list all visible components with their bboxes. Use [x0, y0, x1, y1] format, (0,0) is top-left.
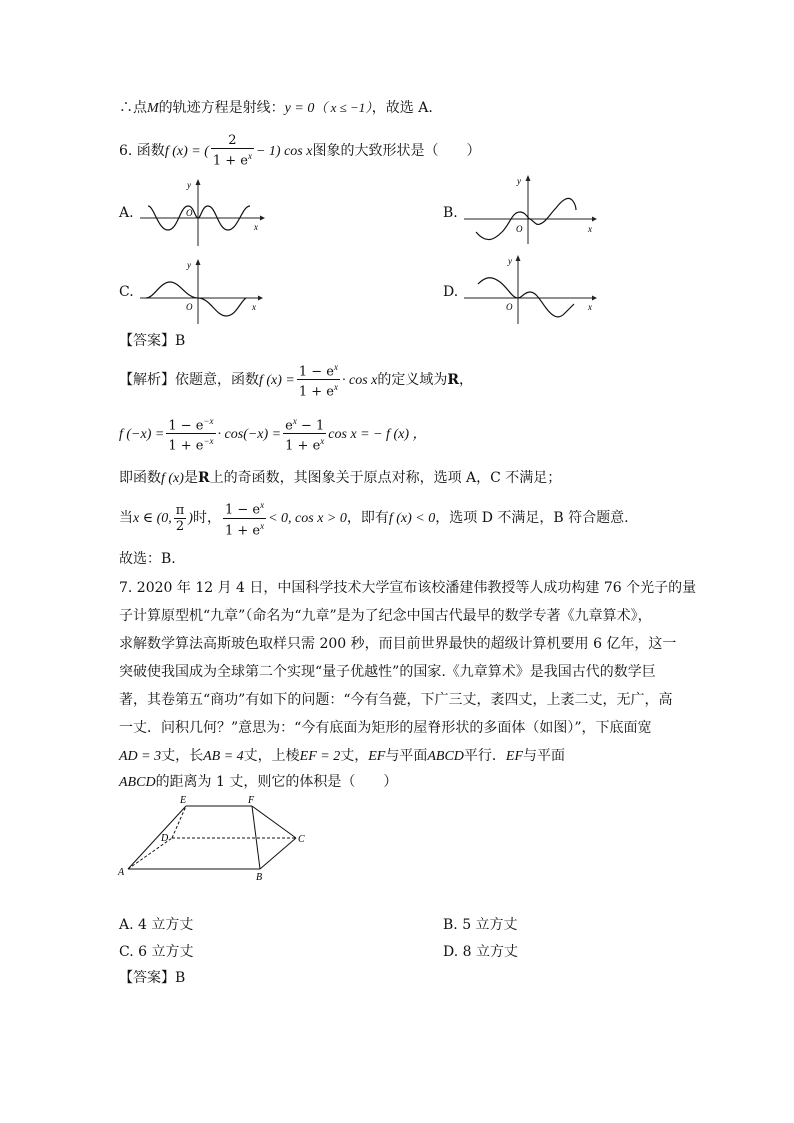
curve	[478, 278, 574, 317]
y-label: y	[187, 180, 191, 190]
fraction: $\frac{\pi}{2}$	[175, 502, 185, 534]
graph-option-a	[140, 178, 265, 246]
y-label: y	[508, 256, 512, 266]
q7-line-6: 一丈．问积几何？”意思为：“今有底面为矩形的屋脊形状的多面体（如图）”，下底面宽	[119, 720, 652, 736]
edge-fc	[252, 806, 296, 838]
fraction: $\frac{1 - e^x}{1 + e^x}$	[298, 362, 338, 400]
prev-text-2: 的轨迹方程是射线：	[158, 100, 285, 116]
previous-conclusion	[119, 98, 433, 119]
y-arrow	[196, 179, 201, 185]
vertex-e-label: E	[180, 795, 187, 806]
x-label: x	[254, 222, 258, 232]
q7-line-3: 求解数学算法高斯玻色取样只需 200 秒，而目前世界最快的超级计算机要用 6 亿年，这一	[119, 636, 677, 652]
y-label: y	[187, 260, 191, 270]
option-d-label: D.	[443, 284, 459, 300]
ray-condition: （ x ≤ −1）	[314, 100, 372, 115]
origin-label: O	[516, 224, 523, 234]
origin-label: O	[186, 302, 193, 312]
q6-number: 6. 函数	[119, 143, 165, 159]
q6-analysis-line-5: 故选：B.	[119, 551, 176, 567]
option-b-label: B.	[443, 205, 458, 221]
y-label: y	[517, 176, 521, 186]
var-m: M	[147, 101, 159, 116]
curve	[146, 282, 246, 316]
vertex-b-label: B	[256, 872, 263, 883]
q6-rest-math: − 1) cos x	[255, 144, 313, 159]
q7-line-5: 著，其卷第五“商功”有如下的问题：“今有刍甍，下广三丈，袤四丈，上袤二丈，无广，高	[119, 692, 673, 708]
x-label: x	[252, 302, 256, 312]
edge-bc	[260, 838, 296, 869]
graph-option-c	[140, 258, 265, 324]
q7-answer: 【答案】B	[119, 970, 186, 986]
y-arrow	[526, 175, 531, 181]
prev-text: ∴点	[119, 100, 147, 116]
x-arrow	[592, 217, 597, 222]
choice-c: C. 6 立方丈	[119, 944, 194, 960]
fraction: $\frac{1 - e^{-x}}{1 + e^{-x}}$	[168, 416, 214, 454]
prev-text-3: ，故选 A.	[371, 100, 433, 116]
choice-a: A. 4 立方丈	[119, 917, 194, 933]
x-label: x	[588, 302, 592, 312]
x-arrow	[260, 216, 265, 221]
option-c-label: C.	[119, 284, 134, 300]
polyhedron-figure	[116, 792, 316, 883]
vertex-f-label: F	[248, 795, 255, 806]
origin-label: O	[506, 302, 513, 312]
origin-label: O	[186, 208, 193, 218]
q6-fraction: $\frac{2}{1 + e^x}$	[212, 133, 252, 169]
choice-b: B. 5 立方丈	[443, 917, 518, 933]
fraction: $\frac{e^x - 1}{1 + e^x}$	[285, 416, 325, 454]
y-arrow	[516, 255, 521, 261]
graph-option-d	[464, 254, 599, 324]
q6-analysis-line-4: 当x ∈ (0, $\frac{\pi}{2}$ )时， $\frac{1 - e^x}{1 + e^x}$ < 0, cos x > 0，即有f (x) < 0，选项 D 不满足，B 符合题意.	[119, 500, 629, 538]
q6-analysis-line-1: 【解析】依题意，函数f (x) = $\frac{1 - e^x}{1 + e^x}$ · cos x的定义域为R，	[119, 362, 474, 400]
fraction: $\frac{1 - e^x}{1 + e^x}$	[224, 500, 265, 538]
vertex-a-label: A	[118, 867, 125, 878]
q6-answer: 【答案】B	[119, 333, 186, 349]
question-6-stem	[119, 133, 480, 170]
graph-option-b	[464, 174, 599, 244]
choice-d: D. 8 立方丈	[443, 944, 518, 960]
y-arrow	[196, 259, 201, 265]
q6-analysis-line-3: 即函数f (x)是R上的奇函数，其图象关于原点对称，选项 A，C 不满足；	[119, 470, 562, 486]
x-arrow	[258, 296, 263, 301]
vertex-d-label: D	[161, 833, 169, 844]
q7-line-7: AD = 3丈，长AB = 4丈，上棱EF = 2丈，EF与平面ABCD平行．EF与平面	[119, 748, 566, 764]
x-label: x	[588, 224, 592, 234]
edge-de	[172, 806, 186, 838]
q7-line-8: ABCD的距离为 1 丈，则它的体积是（ ）	[119, 774, 398, 790]
q7-line-2: 子计算原型机“九章”（命名为“九章”是为了纪念中国古代最早的数学专著《九章算术》，	[119, 608, 652, 624]
ray-equation: y = 0	[284, 101, 315, 116]
q6-rest-text: 图象的大致形状是（ ）	[312, 143, 481, 159]
q7-line-1: 7. 2020 年 12 月 4 日，中国科学技术大学宣布该校潘建伟教授等人成功构建 76 个光子的量	[119, 580, 697, 596]
x-arrow	[592, 296, 597, 301]
q7-line-4: 突破使我国成为全球第二个实现“量子优越性”的国家.《九章算术》是我国古代的数学巨	[119, 664, 656, 680]
vertex-c-label: C	[298, 834, 305, 845]
option-a-label: A.	[119, 205, 134, 221]
q6-fx: f (x) = (	[164, 144, 209, 159]
q6-analysis-line-2: f (−x) = $\frac{1 - e^{-x}}{1 + e^{-x}}$ · cos(−x) = $\frac{e^x - 1}{1 + e^x}$ cos x = − f (x) ，	[119, 416, 427, 454]
